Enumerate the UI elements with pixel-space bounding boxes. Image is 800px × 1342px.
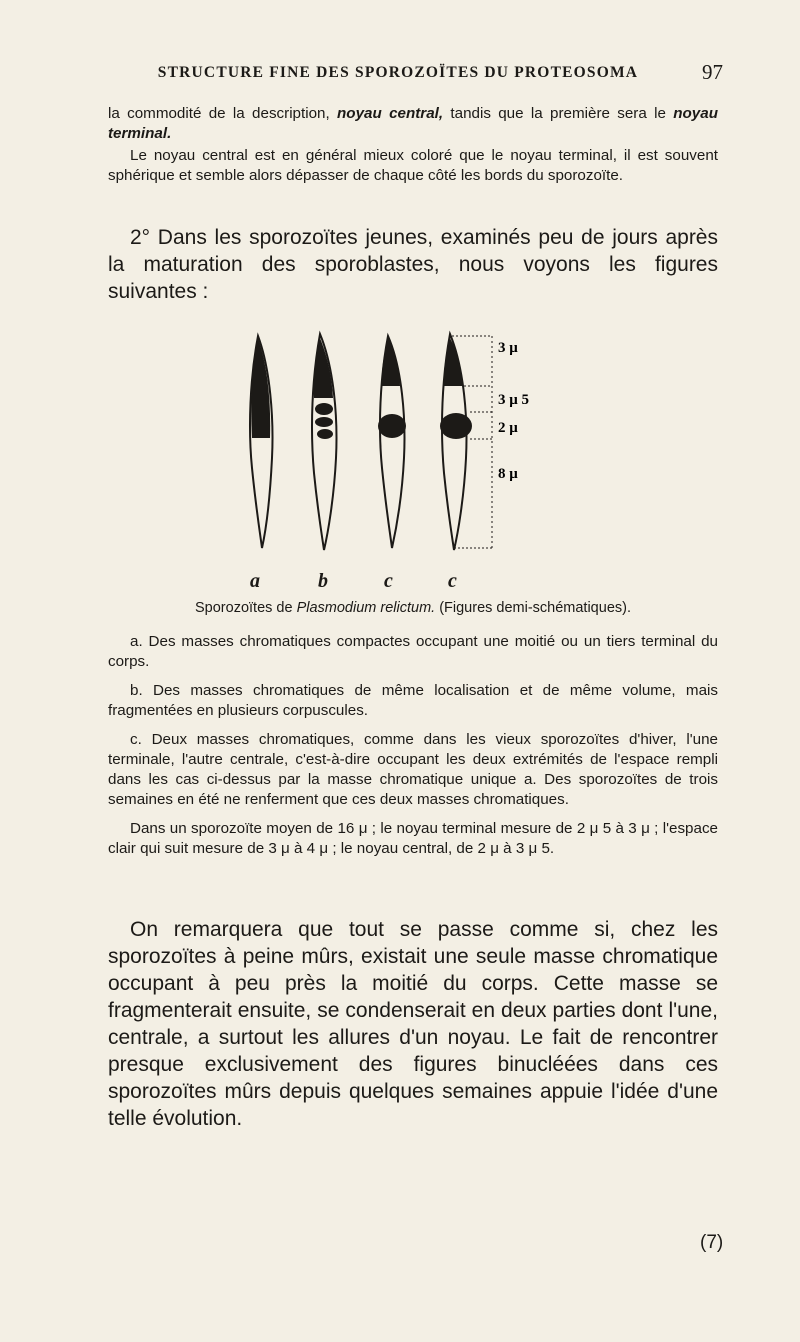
sporozoite-c-1 (378, 336, 406, 548)
item-b: b. Des masses chromatiques de même localisation et de même volume, mais fragmentées en plusieurs corpuscules. (108, 682, 718, 719)
sporozoite-c-2 (440, 334, 492, 550)
caption-end: (Figures demi-schématiques). (435, 600, 631, 616)
measure-paragraph: Dans un sporozoïte moyen de 16 μ ; le noyau terminal mesure de 2 μ 5 à 3 μ ; l'espace clair qui suit mesure de 3 μ à 4 μ ; le noyau central, de 2 μ à 3 μ 5. (108, 820, 718, 857)
page-number: 97 (702, 60, 723, 84)
intro-italic-terminal: noyau terminal. (108, 105, 718, 142)
conclusion-paragraph (108, 916, 718, 1132)
sporozoite-drawings (220, 308, 600, 598)
measure-4: 8 μ (498, 466, 518, 482)
items-block (108, 632, 718, 859)
section-2-paragraph (108, 224, 718, 305)
sporozoite-a (250, 336, 272, 548)
intro-paragraph (108, 104, 718, 186)
figure-caption (108, 600, 718, 616)
item-a: a. Des masses chromatiques compactes occupant une moitié ou un tiers terminal du corps. (108, 633, 718, 670)
caption-species: Plasmodium relictum. (296, 600, 436, 616)
figure-letter-c2: c (448, 570, 457, 592)
intro-text (108, 104, 718, 144)
intro-italic-central: noyau central, (337, 105, 444, 122)
figure-letter-c1: c (384, 570, 393, 592)
running-head: STRUCTURE FINE DES SPOROZOÏTES DU PROTEOSOMA (157, 64, 639, 81)
footer-number: (7) (700, 1232, 724, 1253)
sporozoite-figure (220, 308, 600, 598)
conclusion-text: On remarquera que tout se passe comme si, chez les sporozoïtes à peine mûrs, existait une seule masse chromatique occupant à peu près la moitié du corps. Cette masse se fragmenterait ensuite, se condenserait en deux parties dont l'une, centrale, a surtout les allures d'un noyau. Le fait de rencontrer presque exclusivement des figures binucléées dans ces sporozoïtes mûrs depuis quelques semaines appuie l'idée d'une telle évolution. (108, 918, 718, 1130)
item-c: c. Deux masses chromatiques, comme dans les vieux sporozoïtes d'hiver, l'une terminale, l'autre centrale, c'est-à-dire occupant les deux extrémités de l'espace rempli dans les cas ci-dessus par la masse chromatique unique a. Des sporozoïtes de trois semaines en été ne renferment que ces deux masses chromatiques. (108, 731, 718, 808)
intro-end: tandis que la première sera le (443, 105, 666, 122)
measure-2: 3 μ 5 (498, 392, 530, 408)
section-2-text: 2° Dans les sporozoïtes jeunes, examinés peu de jours après la maturation des sporoblastes, nous voyons les figures suivantes : (108, 226, 718, 303)
figure-letter-a: a (250, 570, 260, 592)
noyau-paragraph: Le noyau central est en général mieux coloré que le noyau terminal, il est souvent sphérique et semble alors dépasser de chaque côté les bords du sporozoïte. (108, 147, 718, 184)
figure-letter-b: b (318, 570, 328, 592)
measure-1: 3 μ (498, 340, 518, 356)
measure-3: 2 μ (498, 420, 518, 436)
caption-start: Sporozoïtes de (195, 600, 297, 616)
sporozoite-b (312, 334, 336, 550)
intro-start: la commodité de la description, (108, 105, 338, 122)
